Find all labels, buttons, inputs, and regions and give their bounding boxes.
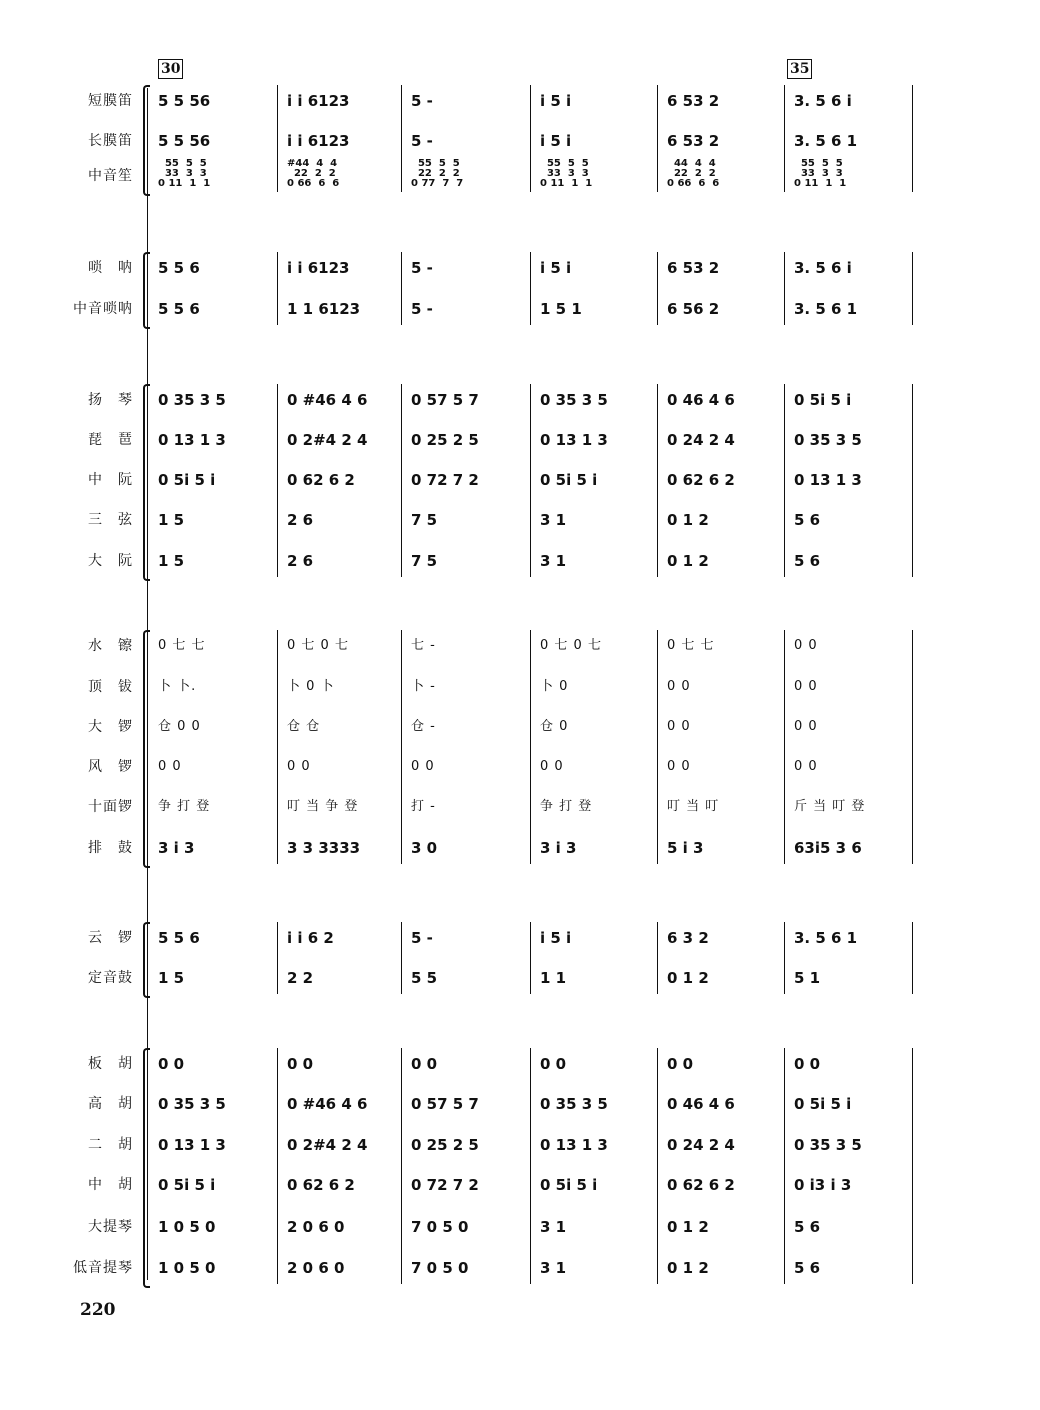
measure-cell: 0 35 3 5 bbox=[540, 1095, 608, 1113]
measure-cell: 斤 当 叮 登 bbox=[794, 799, 866, 814]
measure-cell: 5 6 bbox=[794, 511, 821, 529]
measure-cell: 0 62 6 2 bbox=[667, 1176, 735, 1194]
measure-cell: 0 0 bbox=[794, 719, 818, 734]
measure-cell: 6 53 2 bbox=[667, 92, 720, 110]
group-bracket bbox=[143, 1048, 150, 1288]
barline bbox=[277, 1048, 278, 1284]
barline bbox=[784, 384, 785, 577]
measure-cell: 3 0 bbox=[411, 839, 438, 857]
measure-cell: 5 - bbox=[411, 929, 433, 947]
measure-cell: i 5 i bbox=[540, 929, 572, 947]
measure-cell: 0 七 0 七 bbox=[540, 638, 602, 653]
barline bbox=[277, 252, 278, 325]
measure-cell: 叮 当 争 登 bbox=[287, 799, 359, 814]
barline bbox=[530, 922, 531, 994]
measure-cell: 1 5 bbox=[158, 511, 185, 529]
measure-cell: 0 13 1 3 bbox=[794, 471, 862, 489]
group-bracket bbox=[143, 922, 150, 998]
instrument-label: 中音唢呐 bbox=[73, 301, 133, 317]
measure-cell: 0 13 1 3 bbox=[540, 431, 608, 449]
measure-cell: 0 2#4 2 4 bbox=[287, 1136, 368, 1154]
measure-cell: 0 62 6 2 bbox=[667, 471, 735, 489]
measure-cell: 0 0 bbox=[411, 759, 435, 774]
instrument-label: 排 鼓 bbox=[88, 840, 133, 856]
barline bbox=[401, 252, 402, 325]
barline bbox=[912, 85, 913, 192]
measure-cell: 5 - bbox=[411, 259, 433, 277]
measure-cell: 卜 - bbox=[411, 679, 436, 694]
measure-cell: 卜 0 卜 bbox=[287, 679, 335, 694]
measure-cell: 3 1 bbox=[540, 552, 567, 570]
measure-cell: 0 2#4 2 4 bbox=[287, 431, 368, 449]
measure-cell: 5 5 6 bbox=[158, 929, 200, 947]
measure-cell: 0 0 bbox=[158, 759, 182, 774]
measure-cell: 0 13 1 3 bbox=[158, 1136, 226, 1154]
barline bbox=[784, 85, 785, 192]
measure-cell: 0 5i 5 i bbox=[794, 391, 852, 409]
measure-cell: 0 24 2 4 bbox=[667, 1136, 735, 1154]
measure-cell: 0 25 2 5 bbox=[411, 1136, 479, 1154]
measure-cell: 6 53 2 bbox=[667, 259, 720, 277]
measure-cell: 0 13 1 3 bbox=[158, 431, 226, 449]
measure-cell: 0 0 bbox=[794, 638, 818, 653]
instrument-label: 中音笙 bbox=[88, 168, 133, 184]
barline bbox=[530, 252, 531, 325]
measure-cell: 55 5 5 33 3 3 0 11 1 1 bbox=[794, 159, 847, 189]
measure-cell: 3 1 bbox=[540, 1218, 567, 1236]
measure-cell: 0 25 2 5 bbox=[411, 431, 479, 449]
measure-cell: 0 0 bbox=[287, 1055, 314, 1073]
instrument-label: 二 胡 bbox=[88, 1137, 133, 1153]
measure-cell: 6 56 2 bbox=[667, 300, 720, 318]
measure-cell: i 5 i bbox=[540, 132, 572, 150]
measure-cell: 打 - bbox=[411, 799, 436, 814]
measure-cell: 2 0 6 0 bbox=[287, 1259, 345, 1277]
instrument-label: 定音鼓 bbox=[88, 970, 133, 986]
measure-cell: i i 6123 bbox=[287, 92, 350, 110]
measure-cell: 5 6 bbox=[794, 552, 821, 570]
measure-cell: 7 5 bbox=[411, 511, 438, 529]
measure-cell: 0 72 7 2 bbox=[411, 471, 479, 489]
instrument-label: 风 锣 bbox=[88, 759, 133, 775]
measure-cell: 5 5 56 bbox=[158, 92, 211, 110]
measure-cell: 3 3 3333 bbox=[287, 839, 361, 857]
measure-cell: 6 3 2 bbox=[667, 929, 709, 947]
measure-cell: 3. 5 6 i bbox=[794, 259, 852, 277]
measure-cell: 0 0 bbox=[794, 679, 818, 694]
barline bbox=[530, 630, 531, 864]
measure-cell: 3. 5 6 1 bbox=[794, 300, 858, 318]
group-bracket bbox=[143, 384, 150, 581]
instrument-label: 短膜笛 bbox=[88, 93, 133, 109]
barline bbox=[912, 922, 913, 994]
barline bbox=[912, 384, 913, 577]
measure-cell: 1 0 5 0 bbox=[158, 1259, 216, 1277]
barline bbox=[784, 252, 785, 325]
measure-cell: 3 1 bbox=[540, 1259, 567, 1277]
measure-cell: 0 #46 4 6 bbox=[287, 1095, 368, 1113]
measure-cell: 0 1 2 bbox=[667, 1259, 709, 1277]
measure-cell: 0 62 6 2 bbox=[287, 1176, 355, 1194]
measure-cell: 1 5 bbox=[158, 969, 185, 987]
measure-cell: 1 5 bbox=[158, 552, 185, 570]
instrument-label: 高 胡 bbox=[88, 1096, 133, 1112]
instrument-label: 扬 琴 bbox=[88, 392, 133, 408]
measure-cell: 0 35 3 5 bbox=[158, 1095, 226, 1113]
measure-cell: 0 13 1 3 bbox=[540, 1136, 608, 1154]
measure-cell: 0 1 2 bbox=[667, 511, 709, 529]
barline bbox=[784, 1048, 785, 1284]
measure-cell: 3 i 3 bbox=[540, 839, 577, 857]
group-bracket bbox=[143, 85, 150, 196]
measure-cell: 0 i3 i 3 bbox=[794, 1176, 852, 1194]
measure-cell: 卜 0 bbox=[540, 679, 569, 694]
measure-cell: 5 5 bbox=[411, 969, 438, 987]
measure-cell: 1 5 1 bbox=[540, 300, 582, 318]
group-bracket bbox=[143, 252, 150, 329]
instrument-label: 顶 钹 bbox=[88, 679, 133, 695]
group-bracket bbox=[143, 630, 150, 868]
barline bbox=[912, 1048, 913, 1284]
barline bbox=[657, 85, 658, 192]
measure-cell: 44 4 4 22 2 2 0 66 6 6 bbox=[667, 159, 720, 189]
measure-cell: 0 1 2 bbox=[667, 969, 709, 987]
barline bbox=[784, 630, 785, 864]
measure-cell: 5 - bbox=[411, 300, 433, 318]
measure-cell: 0 0 bbox=[794, 759, 818, 774]
measure-cell: 0 46 4 6 bbox=[667, 1095, 735, 1113]
instrument-label: 水 镲 bbox=[88, 638, 133, 654]
measure-cell: 3 1 bbox=[540, 511, 567, 529]
measure-cell: 0 七 0 七 bbox=[287, 638, 349, 653]
measure-cell: i i 6123 bbox=[287, 132, 350, 150]
instrument-label: 中 胡 bbox=[88, 1177, 133, 1193]
measure-cell: 0 0 bbox=[667, 759, 691, 774]
instrument-label: 三 弦 bbox=[88, 512, 133, 528]
barline bbox=[657, 1048, 658, 1284]
measure-cell: 0 0 bbox=[540, 1055, 567, 1073]
measure-cell: 5 5 56 bbox=[158, 132, 211, 150]
measure-cell: 卜 卜. bbox=[158, 679, 197, 694]
barline bbox=[912, 630, 913, 864]
barline bbox=[657, 252, 658, 325]
measure-cell: 0 35 3 5 bbox=[158, 391, 226, 409]
measure-cell: 5 5 6 bbox=[158, 259, 200, 277]
measure-cell: 0 5i 5 i bbox=[540, 1176, 598, 1194]
measure-cell: 0 35 3 5 bbox=[794, 431, 862, 449]
barline bbox=[277, 85, 278, 192]
measure-cell: #44 4 4 22 2 2 0 66 6 6 bbox=[287, 159, 340, 189]
measure-cell: 0 0 bbox=[667, 679, 691, 694]
barline bbox=[530, 384, 531, 577]
measure-cell: 0 35 3 5 bbox=[794, 1136, 862, 1154]
measure-cell: 2 6 bbox=[287, 511, 314, 529]
measure-cell: 3. 5 6 1 bbox=[794, 929, 858, 947]
measure-cell: 2 6 bbox=[287, 552, 314, 570]
measure-cell: 0 0 bbox=[540, 759, 564, 774]
barline bbox=[912, 252, 913, 325]
measure-cell: i 5 i bbox=[540, 92, 572, 110]
barline bbox=[401, 922, 402, 994]
instrument-label: 大提琴 bbox=[88, 1219, 133, 1235]
barline bbox=[277, 630, 278, 864]
measure-cell: 0 #46 4 6 bbox=[287, 391, 368, 409]
measure-cell: 0 0 bbox=[158, 1055, 185, 1073]
measure-cell: 7 5 bbox=[411, 552, 438, 570]
measure-cell: 63i5 3 6 bbox=[794, 839, 862, 857]
page-number: 220 bbox=[80, 1300, 116, 1320]
measure-cell: i i 6 2 bbox=[287, 929, 334, 947]
barline bbox=[784, 922, 785, 994]
measure-cell: 6 53 2 bbox=[667, 132, 720, 150]
measure-cell: 0 5i 5 i bbox=[158, 471, 216, 489]
measure-cell: 0 七 七 bbox=[667, 638, 715, 653]
measure-cell: i i 6123 bbox=[287, 259, 350, 277]
measure-cell: 0 24 2 4 bbox=[667, 431, 735, 449]
measure-cell: 7 0 5 0 bbox=[411, 1218, 469, 1236]
measure-cell: 55 5 5 22 2 2 0 77 7 7 bbox=[411, 159, 464, 189]
measure-cell: 0 46 4 6 bbox=[667, 391, 735, 409]
measure-cell: 0 1 2 bbox=[667, 552, 709, 570]
instrument-label: 低音提琴 bbox=[73, 1260, 133, 1276]
measure-cell: 争 打 登 bbox=[158, 799, 211, 814]
measure-cell: 仓 0 0 bbox=[158, 719, 201, 734]
measure-cell: 0 七 七 bbox=[158, 638, 206, 653]
measure-cell: 1 1 bbox=[540, 969, 567, 987]
measure-cell: 5 5 6 bbox=[158, 300, 200, 318]
instrument-label: 大 阮 bbox=[88, 553, 133, 569]
barline bbox=[277, 922, 278, 994]
measure-cell: 0 0 bbox=[667, 719, 691, 734]
measure-cell: 0 72 7 2 bbox=[411, 1176, 479, 1194]
measure-cell: i 5 i bbox=[540, 259, 572, 277]
measure-cell: 仓 - bbox=[411, 719, 436, 734]
barline bbox=[401, 384, 402, 577]
measure-cell: 3 i 3 bbox=[158, 839, 195, 857]
measure-cell: 仓 0 bbox=[540, 719, 569, 734]
measure-cell: 5 - bbox=[411, 132, 433, 150]
measure-cell: 0 5i 5 i bbox=[540, 471, 598, 489]
measure-cell: 仓 仓 bbox=[287, 719, 321, 734]
instrument-label: 琵 琶 bbox=[88, 432, 133, 448]
measure-cell: 七 - bbox=[411, 638, 436, 653]
measure-cell: 0 57 5 7 bbox=[411, 391, 479, 409]
measure-cell: 0 0 bbox=[794, 1055, 821, 1073]
barline bbox=[277, 384, 278, 577]
measure-cell: 3. 5 6 1 bbox=[794, 132, 858, 150]
instrument-label: 云 锣 bbox=[88, 930, 133, 946]
measure-number-30: 30 bbox=[158, 59, 183, 79]
measure-cell: 55 5 5 33 3 3 0 11 1 1 bbox=[158, 159, 211, 189]
measure-cell: 5 6 bbox=[794, 1218, 821, 1236]
measure-cell: 1 0 5 0 bbox=[158, 1218, 216, 1236]
measure-cell: 0 0 bbox=[411, 1055, 438, 1073]
instrument-label: 大 锣 bbox=[88, 719, 133, 735]
measure-cell: 5 6 bbox=[794, 1259, 821, 1277]
barline bbox=[401, 1048, 402, 1284]
measure-cell: 2 2 bbox=[287, 969, 314, 987]
measure-cell: 1 1 6123 bbox=[287, 300, 361, 318]
instrument-label: 唢 呐 bbox=[88, 260, 133, 276]
measure-number-35: 35 bbox=[787, 59, 812, 79]
measure-cell: 2 0 6 0 bbox=[287, 1218, 345, 1236]
measure-cell: 争 打 登 bbox=[540, 799, 593, 814]
instrument-label: 中 阮 bbox=[88, 472, 133, 488]
measure-cell: 5 i 3 bbox=[667, 839, 704, 857]
measure-cell: 0 57 5 7 bbox=[411, 1095, 479, 1113]
barline bbox=[401, 85, 402, 192]
barline bbox=[657, 384, 658, 577]
measure-cell: 7 0 5 0 bbox=[411, 1259, 469, 1277]
measure-cell: 0 1 2 bbox=[667, 1218, 709, 1236]
barline bbox=[657, 630, 658, 864]
measure-cell: 3. 5 6 i bbox=[794, 92, 852, 110]
barline bbox=[657, 922, 658, 994]
measure-cell: 叮 当 叮 bbox=[667, 799, 720, 814]
measure-cell: 55 5 5 33 3 3 0 11 1 1 bbox=[540, 159, 593, 189]
barline bbox=[530, 85, 531, 192]
measure-cell: 0 62 6 2 bbox=[287, 471, 355, 489]
instrument-label: 长膜笛 bbox=[88, 133, 133, 149]
barline bbox=[530, 1048, 531, 1284]
instrument-label: 十面锣 bbox=[88, 799, 133, 815]
instrument-label: 板 胡 bbox=[88, 1056, 133, 1072]
barline bbox=[401, 630, 402, 864]
measure-cell: 0 5i 5 i bbox=[794, 1095, 852, 1113]
measure-cell: 0 5i 5 i bbox=[158, 1176, 216, 1194]
measure-cell: 0 35 3 5 bbox=[540, 391, 608, 409]
measure-cell: 5 - bbox=[411, 92, 433, 110]
measure-cell: 5 1 bbox=[794, 969, 821, 987]
measure-cell: 0 0 bbox=[287, 759, 311, 774]
measure-cell: 0 0 bbox=[667, 1055, 694, 1073]
